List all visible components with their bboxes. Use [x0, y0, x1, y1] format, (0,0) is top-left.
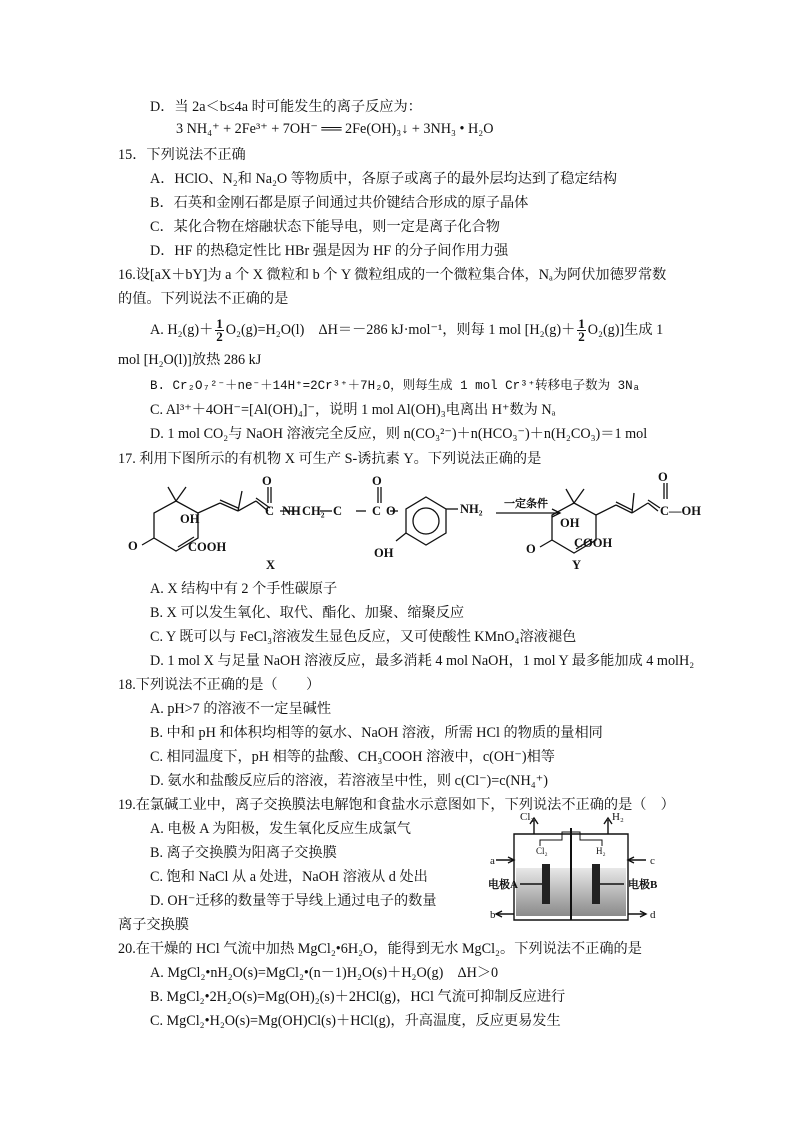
- x-benzene-ring: [406, 497, 446, 545]
- x-amide-o: O: [262, 474, 272, 488]
- q15-stem: 15．下列说法不正确: [118, 147, 246, 163]
- x-phenol-oh: OH: [374, 546, 394, 560]
- arrow-condition-label: 一定条件: [504, 498, 548, 510]
- q17-option-a: A. X 结构中有 2 个手性碳原子: [150, 581, 338, 597]
- q16-stem-line2: 的值。下列说法不正确的是: [118, 291, 289, 307]
- q16-option-b: B. Cr₂O₇²⁻＋ne⁻＋14H⁺=2Cr³⁺＋7H₂O，则每生成 1 mol Cr³⁺转移电子数为 3Nₐ: [150, 379, 641, 393]
- x-amide-c: C: [265, 504, 275, 518]
- fraction-numerator: 1: [216, 316, 223, 331]
- electrode-b-label: 电极B: [628, 879, 658, 891]
- q18-stem: 18.下列说法不正确的是（ ）: [118, 677, 321, 693]
- fraction-numerator-2: 1: [578, 316, 585, 331]
- cl2-label: Cl₂: [520, 811, 535, 823]
- x-ch2-label: CH₂: [302, 504, 325, 518]
- h2-outlet: [604, 818, 612, 834]
- inlet-c-label: c: [650, 855, 655, 867]
- fraction-denominator-2: 2: [578, 329, 585, 344]
- q19-option-d: D. OH⁻迁移的数量等于导线上通过电子的数量: [150, 893, 437, 909]
- x-ketone-o: O: [128, 539, 138, 553]
- q17-option-d: D. 1 mol X 与足量 NaOH 溶液反应，最多消耗 4 mol NaOH，1 mol Y 最多能加成 4 molH₂: [150, 653, 695, 669]
- y-cooh-label: COOH: [574, 536, 613, 550]
- q19-electrolysis-figure: [490, 812, 670, 932]
- q19-stem: 19.在氯碱工业中，离子交换膜法电解饱和食盐水示意图如下，下列说法不正确的是（ ）: [118, 797, 675, 813]
- q15-option-a: A．HClO、N₂和 Na₂O 等物质中，各原子或离子的最外层均达到了稳定结构: [150, 171, 618, 187]
- q17-stem: 17. 利用下图所示的有机物 X 可生产 S-诱抗素 Y。下列说法正确的是: [118, 451, 542, 467]
- inlet-a-label: a: [490, 855, 495, 867]
- h2-label: H₂: [612, 811, 624, 823]
- q17-option-b: B. X 可以发生氧化、取代、酯化、加聚、缩聚反应: [150, 605, 465, 621]
- x-ester-o: O: [386, 504, 396, 518]
- q16-a-pre: A. H₂(g)＋: [150, 321, 214, 338]
- outlet-b-label: b: [490, 909, 496, 921]
- fraction-half: [215, 318, 224, 343]
- q16-stem-line1: 16.设[aX＋bY]为 a 个 X 微粒和 b 个 Y 微粒组成的一个微粒集合体，Nₐ为阿伏加德罗常数: [118, 267, 667, 283]
- h2-inner-label: H₂: [596, 846, 606, 856]
- q19-option-a: A. 电极 A 为阳极，发生氧化反应生成氯气: [150, 821, 411, 837]
- cl2-inner-label: Cl₂: [536, 846, 548, 856]
- x-nh-label: NH: [282, 504, 301, 518]
- y-label: Y: [572, 558, 582, 572]
- outlet-d-label: d: [650, 909, 656, 921]
- q16-option-c: C. Al³⁺＋4OH⁻=[Al(OH)₄]⁻，说明 1 mol Al(OH)₃电离出 H⁺数为 Nₐ: [150, 402, 556, 418]
- q16-option-d: D. 1 mol CO₂与 NaOH 溶液完全反应，则 n(CO₃²⁻)＋n(HCO₃⁻)＋n(H₂CO₃)＝1 mol: [150, 426, 648, 442]
- q15-option-c: C．某化合物在熔融状态下能导电，则一定是离子化合物: [150, 219, 500, 235]
- q20-stem: 20.在干燥的 HCl 气流中加热 MgCl₂•6H₂O，能得到无水 MgCl₂。下列说法不正确的是: [118, 941, 642, 957]
- electrode-a-rod: [542, 864, 550, 904]
- q19-membrane-label: 离子交换膜: [118, 917, 189, 933]
- electrode-a-label: 电极A: [488, 879, 518, 891]
- q14-option-d: D．当 2a＜b≤4a 时可能发生的离子反应为：: [150, 99, 422, 115]
- y-acid-c-oh: C—OH: [660, 504, 701, 518]
- q18-option-c: C. 相同温度下，pH 相等的盐酸、CH₃COOH 溶液中，c(OH⁻)相等: [150, 749, 555, 765]
- x-benzene-circle: [413, 508, 439, 534]
- q16-a-mid: O₂(g)=H₂O(l) ΔH＝－286 kJ·mol⁻¹，则每 1 mol [H₂(g)＋: [225, 321, 576, 338]
- q20-option-a: A. MgCl₂•nH₂O(s)=MgCl₂•(n－1)H₂O(s)＋H₂O(g) ΔH＞0: [150, 965, 499, 981]
- fraction-denominator: 2: [216, 329, 223, 344]
- fraction-half-2: [577, 318, 586, 343]
- q19-option-c: C. 饱和 NaCl 从 a 处进，NaOH 溶液从 d 处出: [150, 869, 428, 885]
- q18-option-b: B. 中和 pH 和体积均相等的氨水、NaOH 溶液，所需 HCl 的物质的量相同: [150, 725, 603, 741]
- q20-option-c: C. MgCl₂•H₂O(s)=Mg(OH)Cl(s)＋HCl(g)，升高温度，反应更易发生: [150, 1013, 561, 1029]
- q16-option-a-line2: mol [H₂O(l)]放热 286 kJ: [118, 352, 262, 368]
- x-ester-c: C: [333, 504, 343, 518]
- x-cooh-label: COOH: [188, 540, 227, 554]
- x-label: X: [266, 558, 276, 572]
- q17-option-c: C. Y 既可以与 FeCl₃溶液发生显色反应，又可使酸性 KMnO₄溶液褪色: [150, 629, 577, 645]
- q18-option-d: D. 氨水和盐酸反应后的溶液，若溶液呈中性，则 c(Cl⁻)=c(NH₄⁺): [150, 773, 548, 789]
- x-ester-o-top: O: [372, 474, 382, 488]
- q16-option-a-line1: [150, 318, 663, 343]
- x-nh2-label: NH₂: [460, 502, 483, 516]
- electrode-b-rod: [592, 864, 600, 904]
- q15-option-d: D．HF 的热稳定性比 HBr 强是因为 HF 的分子间作用力强: [150, 243, 509, 259]
- q14-equation: 3 NH₄⁺ + 2Fe³⁺ + 7OH⁻ ══ 2Fe(OH)₃↓ + 3NH₃ • H₂O: [176, 121, 494, 137]
- q19-option-b: B. 离子交换膜为阳离子交换膜: [150, 845, 337, 861]
- x-oh-label: OH: [180, 512, 200, 526]
- q17-structure-figure: [128, 470, 701, 573]
- y-oh-label: OH: [560, 516, 580, 530]
- q15-option-b: B．石英和金刚石都是原子间通过共价键结合形成的原子晶体: [150, 195, 529, 211]
- y-acid-o: O: [658, 470, 668, 484]
- y-ketone-o: O: [526, 542, 536, 556]
- x-ester-c2: C: [372, 504, 382, 518]
- q16-a-post: O₂(g)]生成 1: [587, 321, 664, 338]
- q18-option-a: A. pH>7 的溶液不一定呈碱性: [150, 701, 332, 717]
- q20-option-b: B. MgCl₂•2H₂O(s)=Mg(OH)₂(s)＋2HCl(g)，HCl 气流可抑制反应进行: [150, 989, 566, 1005]
